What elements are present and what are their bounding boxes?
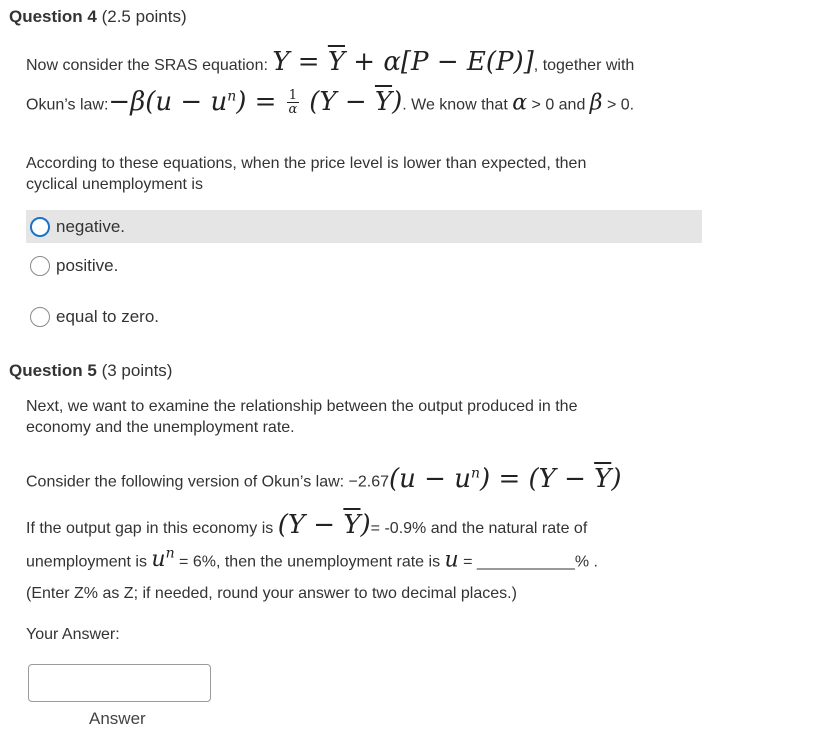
- question-4-points: (2.5 points): [101, 7, 187, 26]
- radio-negative[interactable]: [30, 217, 50, 237]
- option-positive[interactable]: [26, 249, 118, 282]
- natural-rate-value: = 6%, then the unemployment rate is: [174, 553, 445, 571]
- okun-version-equation: $(u - u^n) = (Y - \overline{Y})$: [389, 463, 622, 494]
- beta-symbol: β: [589, 90, 603, 116]
- unemployment-rate-symbol: u: [444, 547, 459, 573]
- alpha-condition: > 0 and: [527, 96, 590, 114]
- beta-condition: > 0.: [602, 96, 635, 114]
- prompt-line-2: cyclical unemployment is: [26, 176, 203, 193]
- okun-equation: $-\beta(u - u^n)$ = $\frac{1}{\alpha}$ $(Y - \overline{Y})$: [108, 86, 403, 118]
- okun-intro-text: Okun’s law:: [26, 96, 109, 114]
- alpha-symbol: α: [512, 90, 528, 116]
- output-gap-text: If the output gap in this economy is: [26, 520, 278, 537]
- we-know-text: . We know that: [402, 96, 513, 114]
- question-5-intro: [26, 396, 577, 438]
- okun-version-line: [26, 456, 621, 500]
- okun-law-line: [26, 80, 634, 122]
- instruction-text: (Enter Z% as Z; if needed, round your answer to two decimal places.): [26, 585, 517, 602]
- unemployment-line: [26, 540, 598, 576]
- question-4-number: Question 4: [9, 7, 97, 26]
- sras-equation: $Y = \overline{Y} + \alpha[P - E(P)]$: [272, 47, 534, 77]
- sras-together-text: , together with: [533, 57, 635, 74]
- option-negative[interactable]: [26, 210, 702, 243]
- radio-positive[interactable]: [30, 256, 50, 276]
- intro-line-1: Next, we want to examine the relationship between the output produced in the: [26, 398, 578, 415]
- unemployment-blank: = ___________% .: [458, 553, 598, 571]
- question-5-title: [9, 361, 172, 381]
- unemployment-text: unemployment is: [26, 553, 152, 571]
- prompt-line-1: According to these equations, when the price level is lower than expected, then: [26, 155, 587, 172]
- okun-version-text: Consider the following version of Okun’s law:: [26, 473, 349, 491]
- intro-line-2: economy and the unemployment rate.: [26, 419, 295, 436]
- sras-equation-line: [26, 46, 634, 82]
- question-5-number: Question 5: [9, 361, 97, 380]
- option-negative-label: negative.: [56, 216, 125, 236]
- question-4-prompt: [26, 153, 586, 195]
- your-answer-label: Your Answer:: [26, 626, 120, 643]
- output-gap-expression: $(Y - \overline{Y})$: [277, 510, 371, 540]
- okun-coefficient: −2.67: [348, 473, 390, 491]
- answer-input[interactable]: [28, 664, 211, 702]
- option-equal-to-zero[interactable]: [26, 300, 159, 333]
- sras-intro-text: Now consider the SRAS equation:: [26, 57, 273, 74]
- radio-equal-to-zero[interactable]: [30, 307, 50, 327]
- option-positive-label: positive.: [56, 255, 119, 275]
- option-equal-to-zero-label: equal to zero.: [56, 306, 160, 326]
- question-4-title: [9, 7, 187, 27]
- output-gap-value: = -0.9% and the natural rate of: [370, 520, 588, 537]
- natural-rate-symbol: $u^n$: [151, 546, 175, 573]
- answer-caption: Answer: [89, 709, 146, 728]
- question-5-points: (3 points): [101, 361, 173, 380]
